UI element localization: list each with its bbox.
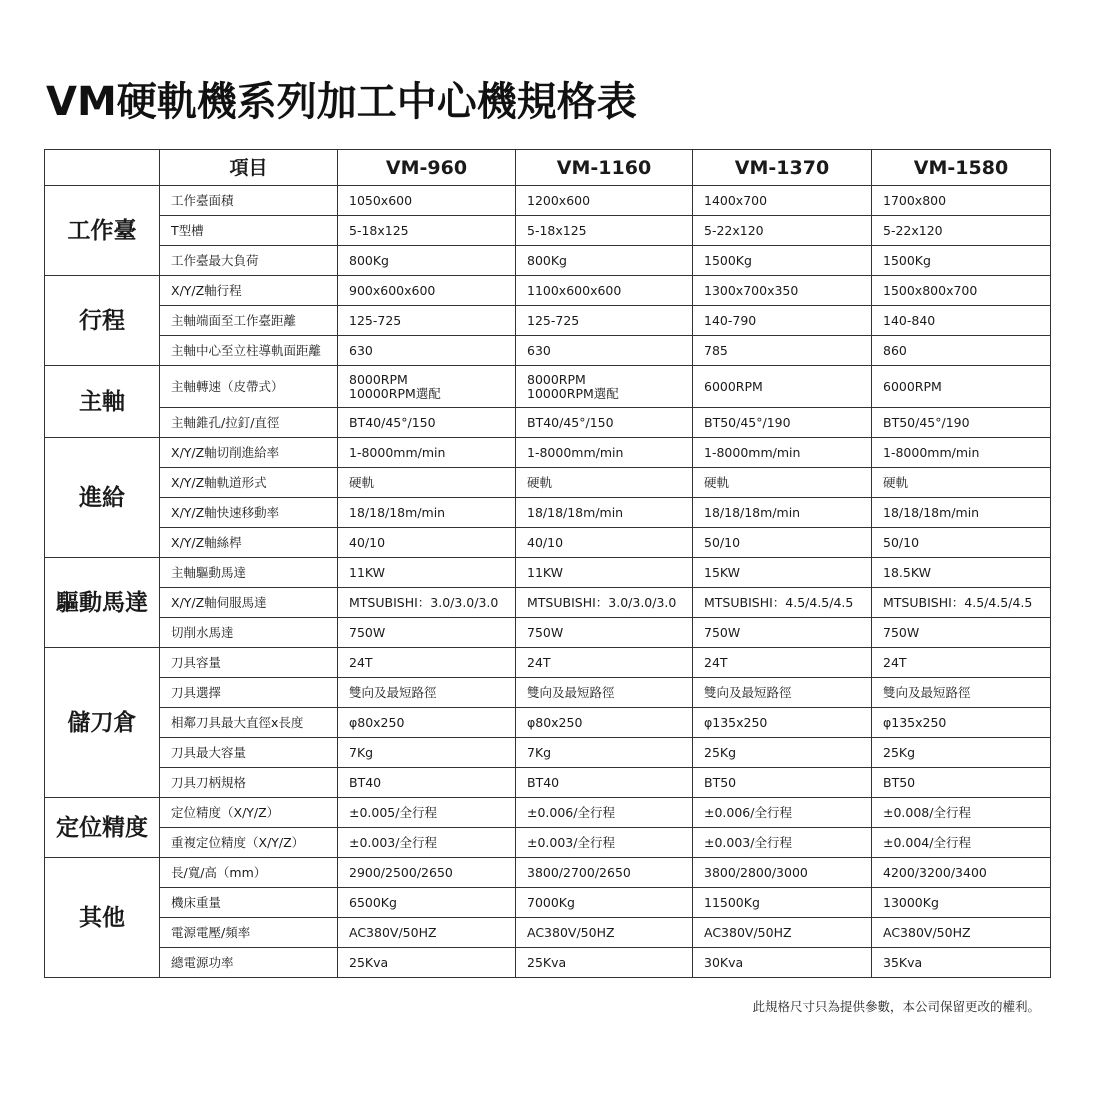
spec-value-cell: 1200x600: [516, 186, 693, 216]
spec-value-cell: 30Kva: [693, 948, 872, 978]
spec-value-cell: 7000Kg: [516, 888, 693, 918]
spec-value-line: 10000RPM選配: [349, 385, 441, 401]
spec-label-cell: 刀具刀柄規格: [160, 768, 338, 798]
table-row: [45, 828, 1051, 858]
spec-value-cell: 40/10: [516, 528, 693, 558]
table-row: [45, 768, 1051, 798]
category-cell: 工作臺: [45, 186, 160, 276]
spec-value-cell: 11KW: [338, 558, 516, 588]
spec-label-cell: 主軸驅動馬達: [160, 558, 338, 588]
spec-label-cell: 電源電壓/頻率: [160, 918, 338, 948]
spec-value-cell: 800Kg: [338, 246, 516, 276]
spec-value-cell: AC380V/50HZ: [338, 918, 516, 948]
spec-value-cell: 35Kva: [872, 948, 1051, 978]
spec-value-cell: 4200/3200/3400: [872, 858, 1051, 888]
table-row: [45, 918, 1051, 948]
spec-value-cell: ±0.005/全行程: [338, 798, 516, 828]
spec-label-cell: X/Y/Z軸快速移動率: [160, 498, 338, 528]
spec-value-cell: BT50: [872, 768, 1051, 798]
spec-value-cell: 硬軌: [516, 468, 693, 498]
table-row: [45, 438, 1051, 468]
spec-value-cell: [338, 366, 516, 408]
spec-value-cell: 25Kg: [693, 738, 872, 768]
spec-value-cell: 雙向及最短路徑: [872, 678, 1051, 708]
spec-value-cell: 7Kg: [516, 738, 693, 768]
spec-value-cell: 硬軌: [338, 468, 516, 498]
spec-value-line: 8000RPM: [527, 371, 586, 387]
spec-label-cell: X/Y/Z軸伺服馬達: [160, 588, 338, 618]
spec-value-cell: 1500x800x700: [872, 276, 1051, 306]
table-row: [45, 276, 1051, 306]
spec-value-cell: 5-22x120: [693, 216, 872, 246]
table-row: [45, 558, 1051, 588]
spec-value-cell: 1500Kg: [693, 246, 872, 276]
spec-label-cell: 工作臺面積: [160, 186, 338, 216]
spec-value-cell: 1400x700: [693, 186, 872, 216]
spec-value-cell: ±0.006/全行程: [516, 798, 693, 828]
spec-value-cell: ±0.004/全行程: [872, 828, 1051, 858]
spec-value-cell: MTSUBISHI：4.5/4.5/4.5: [872, 588, 1051, 618]
spec-value-cell: MTSUBISHI：3.0/3.0/3.0: [338, 588, 516, 618]
table-row: [45, 408, 1051, 438]
category-cell: 行程: [45, 276, 160, 366]
footnote: 此規格尺寸只為提供參數，本公司保留更改的權利。: [752, 999, 1040, 1014]
spec-value-cell: [516, 366, 693, 408]
category-cell: 定位精度: [45, 798, 160, 858]
table-row: [45, 798, 1051, 828]
spec-label-cell: 定位精度（X/Y/Z）: [160, 798, 338, 828]
table-row: [45, 468, 1051, 498]
spec-label-cell: 長/寬/高（mm）: [160, 858, 338, 888]
spec-value-cell: 11500Kg: [693, 888, 872, 918]
spec-label-cell: 刀具最大容量: [160, 738, 338, 768]
spec-table: [44, 149, 1051, 978]
table-row: [45, 498, 1051, 528]
spec-value-cell: 860: [872, 336, 1051, 366]
table-row: [45, 888, 1051, 918]
spec-value-cell: 1-8000mm/min: [516, 438, 693, 468]
table-header-row: [45, 150, 1051, 186]
spec-value-cell: 140-790: [693, 306, 872, 336]
spec-label-cell: X/Y/Z軸絲桿: [160, 528, 338, 558]
spec-label-cell: 刀具容量: [160, 648, 338, 678]
table-row: [45, 216, 1051, 246]
spec-value-cell: 750W: [516, 618, 693, 648]
table-row: [45, 306, 1051, 336]
spec-value-line: 10000RPM選配: [527, 385, 619, 401]
table-row: [45, 588, 1051, 618]
spec-value-cell: 雙向及最短路徑: [516, 678, 693, 708]
spec-value-cell: 25Kva: [516, 948, 693, 978]
spec-value-cell: 25Kva: [338, 948, 516, 978]
category-cell: 主軸: [45, 366, 160, 438]
spec-value-cell: φ135x250: [872, 708, 1051, 738]
spec-value-cell: 3800/2700/2650: [516, 858, 693, 888]
spec-value-cell: 900x600x600: [338, 276, 516, 306]
spec-value-cell: 2900/2500/2650: [338, 858, 516, 888]
spec-label-cell: X/Y/Z軸行程: [160, 276, 338, 306]
spec-value-cell: ±0.003/全行程: [693, 828, 872, 858]
spec-label-cell: X/Y/Z軸軌道形式: [160, 468, 338, 498]
spec-value-cell: 25Kg: [872, 738, 1051, 768]
header-model-vm-1580: VM-1580: [872, 150, 1051, 186]
spec-value-cell: 50/10: [693, 528, 872, 558]
spec-value-cell: 125-725: [338, 306, 516, 336]
spec-value-cell: ±0.003/全行程: [516, 828, 693, 858]
spec-value-cell: φ80x250: [516, 708, 693, 738]
spec-value-cell: 15KW: [693, 558, 872, 588]
spec-label-cell: X/Y/Z軸切削進給率: [160, 438, 338, 468]
spec-value-cell: 1050x600: [338, 186, 516, 216]
spec-value-cell: BT50: [693, 768, 872, 798]
spec-value-cell: 1-8000mm/min: [693, 438, 872, 468]
spec-value-cell: 硬軌: [693, 468, 872, 498]
spec-value-cell: 5-18x125: [516, 216, 693, 246]
spec-value-cell: 6500Kg: [338, 888, 516, 918]
table-row: [45, 738, 1051, 768]
table-row: [45, 366, 1051, 408]
spec-value-cell: MTSUBISHI：4.5/4.5/4.5: [693, 588, 872, 618]
category-cell: 驅動馬達: [45, 558, 160, 648]
spec-value-cell: AC380V/50HZ: [872, 918, 1051, 948]
spec-label-cell: 主軸中心至立柱導軌面距離: [160, 336, 338, 366]
spec-value-cell: 750W: [872, 618, 1051, 648]
spec-value-cell: [693, 366, 872, 408]
spec-value-cell: 750W: [338, 618, 516, 648]
spec-label-cell: 切削水馬達: [160, 618, 338, 648]
spec-value-cell: 1-8000mm/min: [872, 438, 1051, 468]
spec-value-cell: 18/18/18m/min: [693, 498, 872, 528]
spec-value-cell: 1-8000mm/min: [338, 438, 516, 468]
spec-value-cell: AC380V/50HZ: [516, 918, 693, 948]
spec-value-line: 6000RPM: [883, 378, 942, 394]
spec-value-cell: 硬軌: [872, 468, 1051, 498]
spec-value-cell: 800Kg: [516, 246, 693, 276]
spec-value-cell: 24T: [693, 648, 872, 678]
spec-value-cell: 18/18/18m/min: [338, 498, 516, 528]
spec-value-cell: BT50/45°/190: [872, 408, 1051, 438]
spec-value-cell: BT40: [338, 768, 516, 798]
header-corner-cell: [45, 150, 160, 186]
spec-value-cell: 1100x600x600: [516, 276, 693, 306]
spec-table-body: [45, 186, 1051, 978]
table-row: [45, 678, 1051, 708]
spec-value-cell: 125-725: [516, 306, 693, 336]
spec-value-cell: BT40/45°/150: [338, 408, 516, 438]
spec-value-cell: 18/18/18m/min: [872, 498, 1051, 528]
table-row: [45, 948, 1051, 978]
header-item-label: 項目: [160, 150, 338, 186]
spec-label-cell: 工作臺最大負荷: [160, 246, 338, 276]
spec-value-cell: 18.5KW: [872, 558, 1051, 588]
spec-value-cell: 1500Kg: [872, 246, 1051, 276]
table-row: [45, 708, 1051, 738]
table-row: [45, 528, 1051, 558]
spec-value-cell: 630: [338, 336, 516, 366]
spec-label-cell: 機床重量: [160, 888, 338, 918]
spec-value-cell: 13000Kg: [872, 888, 1051, 918]
spec-value-cell: [872, 366, 1051, 408]
table-row: [45, 186, 1051, 216]
spec-label-cell: T型槽: [160, 216, 338, 246]
spec-value-cell: φ135x250: [693, 708, 872, 738]
spec-value-line: 6000RPM: [704, 378, 763, 394]
spec-value-cell: 24T: [338, 648, 516, 678]
spec-label-cell: 主軸錐孔/拉釘/直徑: [160, 408, 338, 438]
spec-label-cell: 刀具選擇: [160, 678, 338, 708]
spec-value-cell: 1300x700x350: [693, 276, 872, 306]
spec-value-cell: 140-840: [872, 306, 1051, 336]
spec-value-line: 8000RPM: [349, 371, 408, 387]
spec-value-cell: 24T: [516, 648, 693, 678]
spec-value-cell: ±0.006/全行程: [693, 798, 872, 828]
spec-value-cell: 750W: [693, 618, 872, 648]
spec-value-cell: 24T: [872, 648, 1051, 678]
header-model-vm-960: VM-960: [338, 150, 516, 186]
spec-value-cell: 5-18x125: [338, 216, 516, 246]
spec-value-cell: 40/10: [338, 528, 516, 558]
spec-value-cell: 11KW: [516, 558, 693, 588]
page-title: VM硬軌機系列加工中心機規格表: [46, 79, 637, 125]
header-model-vm-1160: VM-1160: [516, 150, 693, 186]
spec-value-cell: BT50/45°/190: [693, 408, 872, 438]
spec-value-cell: 雙向及最短路徑: [693, 678, 872, 708]
spec-label-cell: 重複定位精度（X/Y/Z）: [160, 828, 338, 858]
table-row: [45, 618, 1051, 648]
spec-value-cell: ±0.003/全行程: [338, 828, 516, 858]
spec-value-cell: 1700x800: [872, 186, 1051, 216]
table-row: [45, 858, 1051, 888]
spec-value-cell: 50/10: [872, 528, 1051, 558]
header-model-vm-1370: VM-1370: [693, 150, 872, 186]
spec-value-cell: BT40/45°/150: [516, 408, 693, 438]
spec-value-cell: ±0.008/全行程: [872, 798, 1051, 828]
table-row: [45, 336, 1051, 366]
spec-label-cell: 主軸轉速（皮帶式）: [160, 366, 338, 408]
category-cell: 其他: [45, 858, 160, 978]
table-row: [45, 246, 1051, 276]
spec-value-cell: 7Kg: [338, 738, 516, 768]
spec-value-cell: AC380V/50HZ: [693, 918, 872, 948]
spec-value-cell: 785: [693, 336, 872, 366]
table-row: [45, 648, 1051, 678]
spec-label-cell: 相鄰刀具最大直徑x長度: [160, 708, 338, 738]
spec-value-cell: MTSUBISHI：3.0/3.0/3.0: [516, 588, 693, 618]
category-cell: 進給: [45, 438, 160, 558]
spec-value-cell: 18/18/18m/min: [516, 498, 693, 528]
spec-label-cell: 主軸端面至工作臺距離: [160, 306, 338, 336]
spec-value-cell: BT40: [516, 768, 693, 798]
spec-value-cell: φ80x250: [338, 708, 516, 738]
spec-value-cell: 5-22x120: [872, 216, 1051, 246]
spec-label-cell: 總電源功率: [160, 948, 338, 978]
category-cell: 儲刀倉: [45, 648, 160, 798]
spec-value-cell: 630: [516, 336, 693, 366]
spec-value-cell: 雙向及最短路徑: [338, 678, 516, 708]
spec-value-cell: 3800/2800/3000: [693, 858, 872, 888]
